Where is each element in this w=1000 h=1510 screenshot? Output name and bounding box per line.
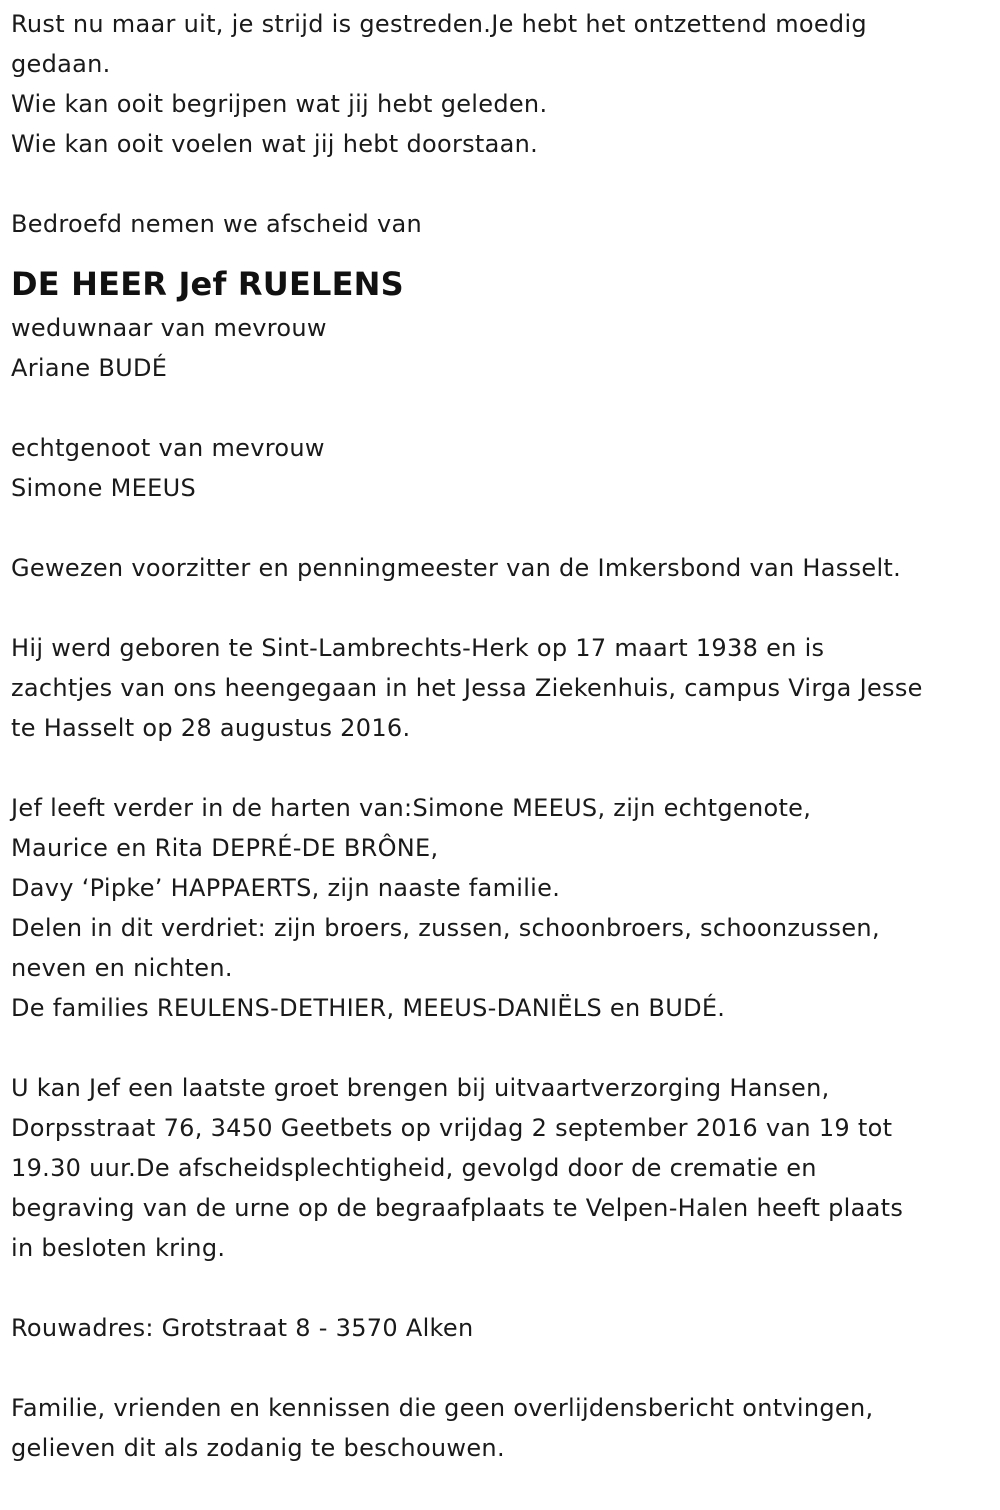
paragraph-line: neven en nichten. xyxy=(11,954,233,982)
role-text: Gewezen voorzitter en penningmeester van de Imkersbond van Hasselt. xyxy=(11,554,902,582)
farewell-paragraph xyxy=(11,1068,986,1268)
paragraph-line: Familie, vrienden en kennissen die geen overlijdensbericht ontvingen, xyxy=(11,1394,874,1422)
spacer xyxy=(11,748,986,788)
paragraph-line: gelieven dit als zodanig te beschouwen. xyxy=(11,1434,505,1462)
spacer xyxy=(11,1028,986,1068)
spacer xyxy=(11,164,986,204)
deceased-name: DE HEER Jef RUELENS xyxy=(11,265,404,303)
poem-line: gedaan. xyxy=(11,50,111,78)
spacer xyxy=(11,1348,986,1388)
obituary-notice xyxy=(11,4,986,1468)
mourning-address: Rouwadres: Grotstraat 8 - 3570 Alken xyxy=(11,1314,474,1342)
poem xyxy=(11,4,986,164)
spacer xyxy=(11,388,986,428)
poem-line: Rust nu maar uit, je strijd is gestreden.Je hebt het ontzettend moedig xyxy=(11,10,867,38)
paragraph-line: zachtjes van ons heengegaan in het Jessa Ziekenhuis, campus Virga Jesse xyxy=(11,674,923,702)
paragraph-line: Maurice en Rita DEPRÉ-DE BRÔNE, xyxy=(11,834,439,862)
paragraph-line: Dorpsstraat 76, 3450 Geetbets op vrijdag 2 september 2016 van 19 tot xyxy=(11,1114,893,1142)
paragraph-line: 19.30 uur.De afscheidsplechtigheid, gevolgd door de crematie en xyxy=(11,1154,817,1182)
poem-line: Wie kan ooit begrijpen wat jij hebt geleden. xyxy=(11,90,548,118)
family-paragraph xyxy=(11,788,986,1028)
widower-label: weduwnaar van mevrouw xyxy=(11,314,327,342)
paragraph-line: Jef leeft verder in de harten van:Simone MEEUS, zijn echtgenote, xyxy=(11,794,812,822)
widower-name: Ariane BUDÉ xyxy=(11,354,168,382)
paragraph-line: Davy ‘Pipke’ HAPPAERTS, zijn naaste familie. xyxy=(11,874,561,902)
paragraph-line: De families REULENS-DETHIER, MEEUS-DANIËLS en BUDÉ. xyxy=(11,994,726,1022)
spouse-section xyxy=(11,428,986,508)
closing-paragraph xyxy=(11,1388,986,1468)
spacer xyxy=(11,1268,986,1308)
poem-line: Wie kan ooit voelen wat jij hebt doorstaan. xyxy=(11,130,539,158)
spouse-name: Simone MEEUS xyxy=(11,474,197,502)
spacer xyxy=(11,588,986,628)
paragraph-line: Delen in dit verdriet: zijn broers, zussen, schoonbroers, schoonzussen, xyxy=(11,914,880,942)
widower-section xyxy=(11,308,986,388)
paragraph-line: in besloten kring. xyxy=(11,1234,226,1262)
paragraph-line: begraving van de urne op de begraafplaats te Velpen-Halen heeft plaats xyxy=(11,1194,904,1222)
paragraph-line: Hij werd geboren te Sint-Lambrechts-Herk op 17 maart 1938 en is xyxy=(11,634,825,662)
paragraph-line: te Hasselt op 28 augustus 2016. xyxy=(11,714,411,742)
paragraph-line: U kan Jef een laatste groet brengen bij uitvaartverzorging Hansen, xyxy=(11,1074,830,1102)
spouse-label: echtgenoot van mevrouw xyxy=(11,434,325,462)
intro-text: Bedroefd nemen we afscheid van xyxy=(11,210,423,238)
birth-death-paragraph xyxy=(11,628,986,748)
spacer xyxy=(11,508,986,548)
